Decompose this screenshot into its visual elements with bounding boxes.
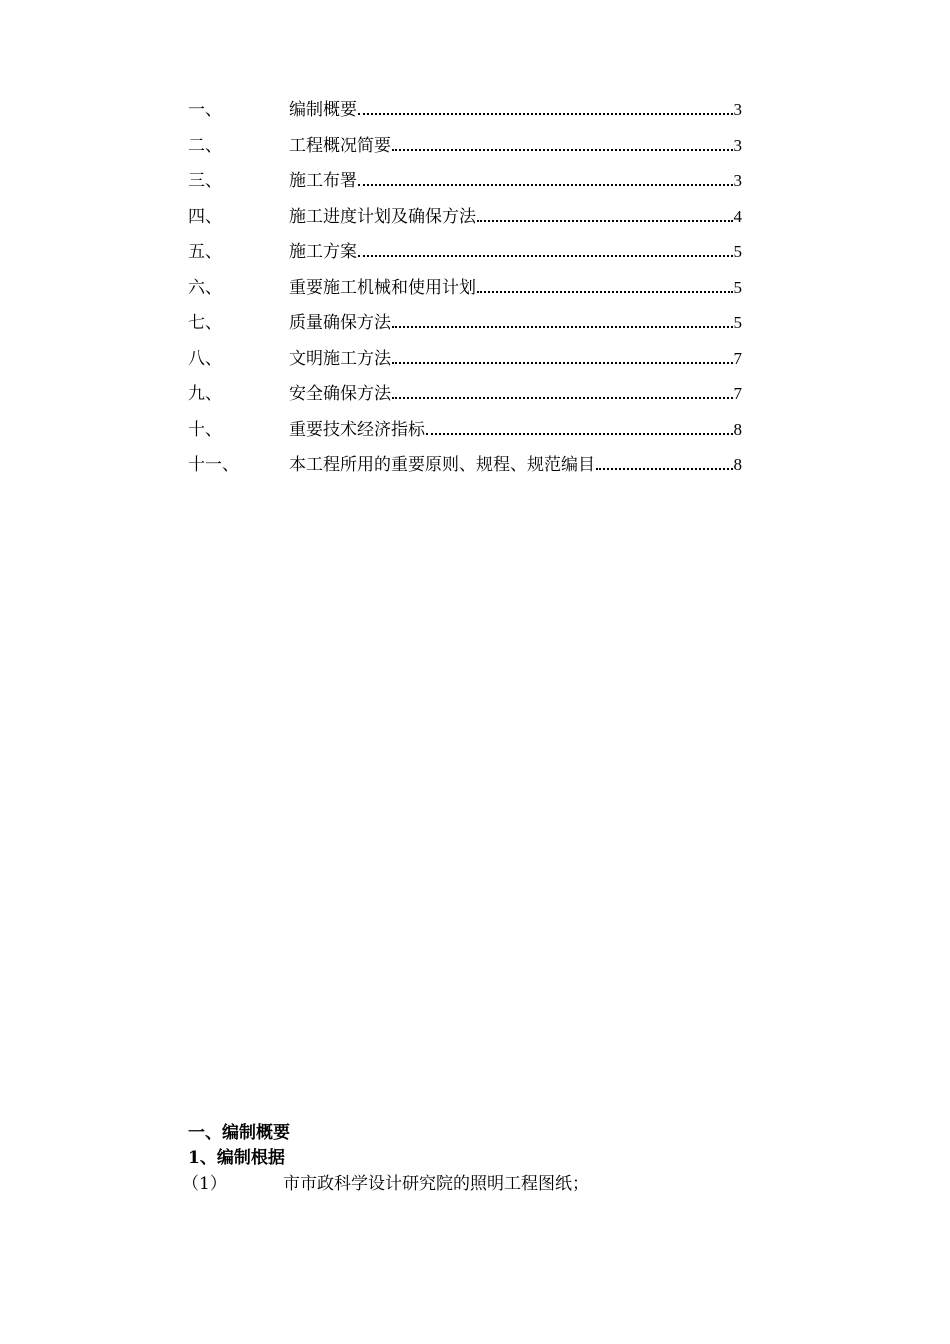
toc-dot-leader [358, 183, 733, 186]
toc-entry-page: 3 [733, 100, 742, 119]
toc-entry[interactable] [188, 133, 742, 169]
toc-dot-leader [392, 325, 733, 328]
toc-entry-number: 三、 [188, 171, 222, 191]
toc-entry-page: 5 [733, 313, 742, 332]
section-compilation-overview [182, 1121, 748, 1198]
toc-entry-page: 5 [733, 277, 742, 297]
toc-entry-title: 安全确保方法 [289, 384, 391, 404]
toc-dot-leader [358, 112, 733, 115]
toc-entry-title: 施工布署 [289, 171, 357, 191]
toc-entry-title: 工程概况简要 [289, 135, 391, 156]
toc-entry[interactable] [188, 239, 742, 275]
toc-entry-page: 4 [733, 206, 742, 226]
toc-dot-leader [358, 254, 733, 257]
toc-entry-title: 重要技术经济指标 [289, 419, 425, 440]
toc-entry-title: 质量确保方法 [289, 313, 391, 333]
toc-entry[interactable] [188, 381, 742, 417]
toc-entry-page: 3 [733, 135, 742, 155]
toc-dot-leader [477, 219, 733, 222]
toc-entry[interactable] [188, 168, 742, 204]
toc-entry-number: 十一、 [188, 455, 239, 475]
toc-entry-number: 八、 [188, 348, 222, 369]
list-item-number: （1） [182, 1174, 227, 1194]
toc-dot-leader [477, 290, 733, 293]
toc-entry-page: 3 [733, 171, 742, 190]
list-item-text: 市市政科学设计研究院的照明工程图纸； [283, 1174, 589, 1194]
toc-entry-page: 8 [733, 455, 742, 474]
toc-entry-title: 施工方案 [289, 242, 357, 262]
toc-entry-number: 二、 [188, 135, 222, 156]
toc-entry[interactable] [188, 204, 742, 240]
toc-entry-number: 五、 [188, 242, 222, 262]
toc-entry-title: 施工进度计划及确保方法 [289, 206, 476, 227]
toc-entry-number: 四、 [188, 206, 222, 227]
toc-entry-number: 六、 [188, 277, 222, 298]
toc-entry[interactable] [188, 417, 742, 453]
toc-dot-leader [426, 432, 733, 435]
toc-entry[interactable] [188, 275, 742, 311]
list-item [182, 1171, 748, 1198]
table-of-contents [188, 97, 742, 488]
section-subheading: 1、编制根据 [188, 1148, 285, 1168]
toc-entry-title: 文明施工方法 [289, 348, 391, 369]
toc-dot-leader [392, 396, 733, 399]
toc-dot-leader [596, 467, 733, 470]
toc-dot-leader [392, 148, 733, 151]
section-heading: 一、编制概要 [188, 1123, 290, 1143]
toc-entry-number: 一、 [188, 100, 222, 120]
toc-entry-number: 七、 [188, 313, 222, 333]
toc-entry-page: 7 [733, 384, 742, 403]
toc-entry[interactable] [188, 452, 742, 488]
toc-entry-page: 5 [733, 242, 742, 261]
toc-entry[interactable] [188, 97, 742, 133]
toc-entry-page: 8 [733, 419, 742, 439]
toc-entry-title: 重要施工机械和使用计划 [289, 277, 476, 298]
toc-entry[interactable] [188, 346, 742, 382]
toc-entry-page: 7 [733, 348, 742, 368]
toc-dot-leader [392, 361, 733, 364]
toc-entry[interactable] [188, 310, 742, 346]
toc-entry-title: 本工程所用的重要原则、规程、规范编目 [289, 455, 595, 475]
toc-entry-title: 编制概要 [289, 100, 357, 120]
toc-entry-number: 十、 [188, 419, 222, 440]
toc-entry-number: 九、 [188, 384, 222, 404]
